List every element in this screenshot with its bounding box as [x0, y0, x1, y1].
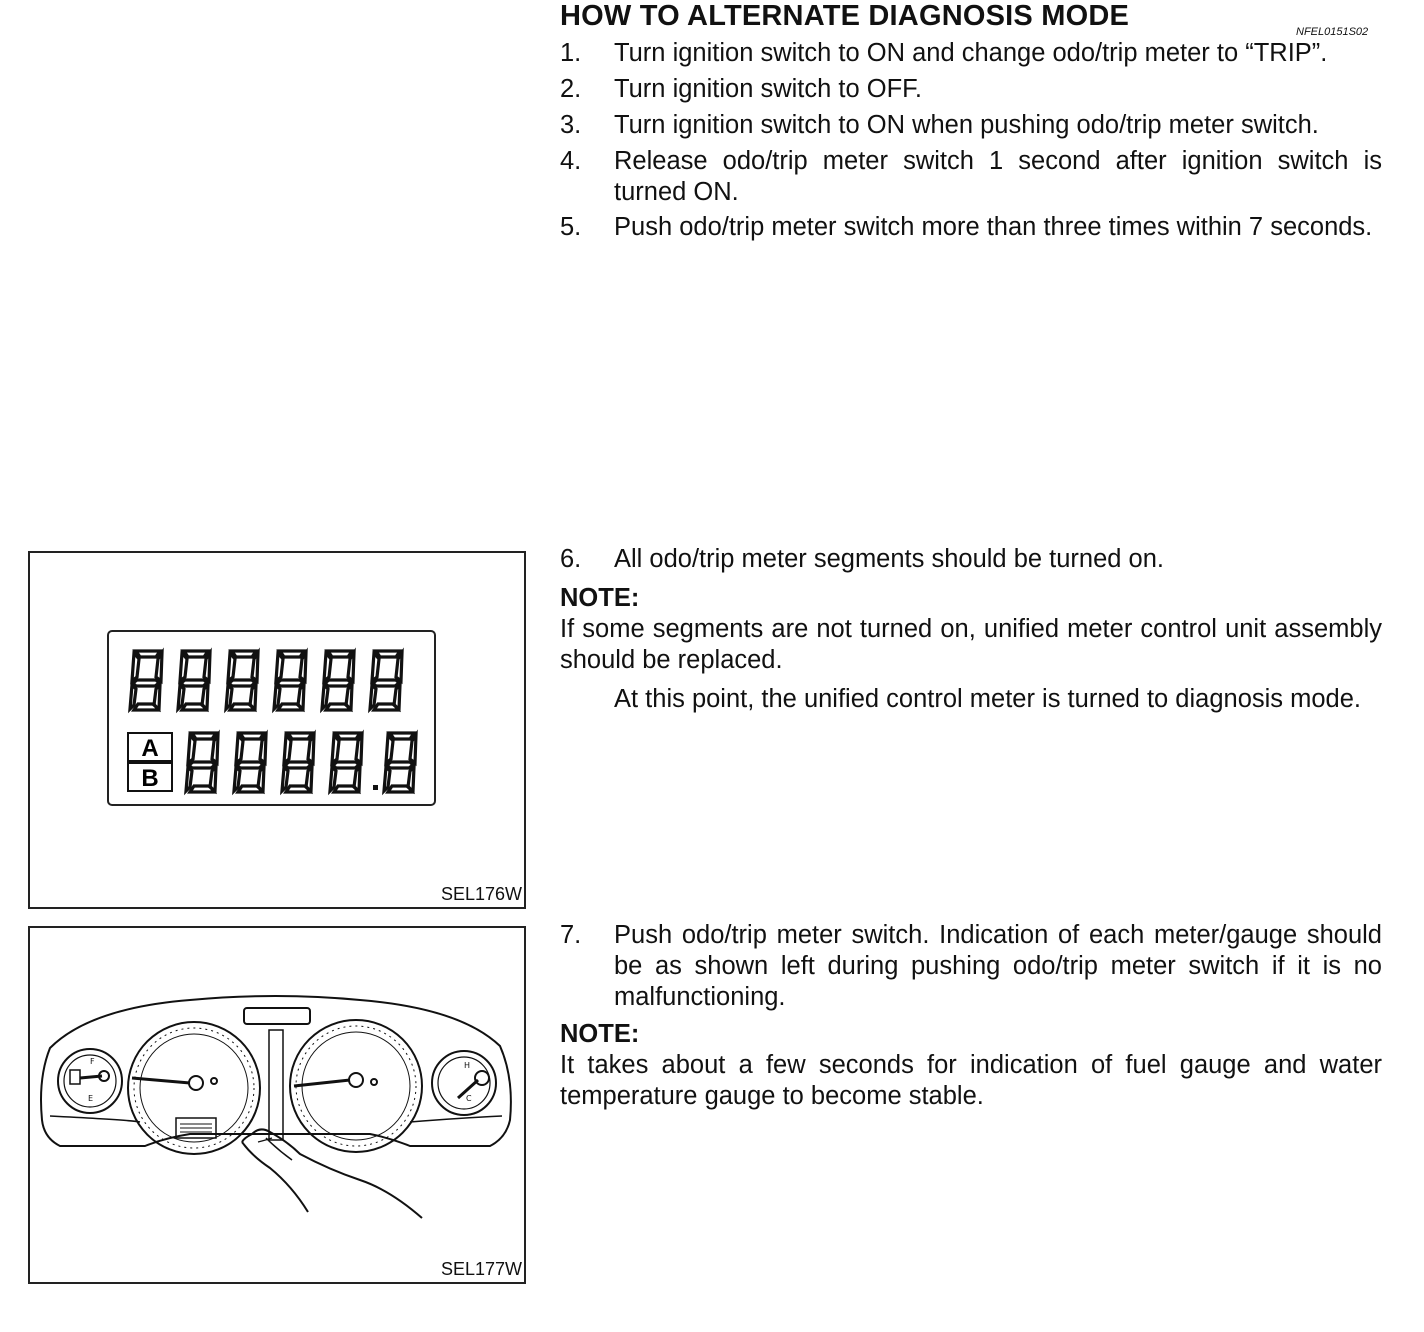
figure-code: SEL176W: [440, 884, 522, 904]
trip-a-label: A: [141, 735, 159, 762]
section-title: HOW TO ALTERNATE DIAGNOSIS MODE: [560, 0, 1130, 32]
step-text: Push odo/trip meter switch more than three times within 7 seconds.: [614, 213, 1373, 241]
step-3: [560, 110, 1382, 141]
diagnosis-mode-text: At this point, the unified control meter is turned to diagnosis mode.: [614, 685, 1361, 713]
step-1: [560, 38, 1382, 69]
step-number: 4.: [560, 147, 582, 175]
step-number: 2.: [560, 75, 582, 103]
step-text: Turn ignition switch to ON when pushing odo/trip meter switch.: [614, 111, 1319, 139]
cluster-illustration: [30, 928, 524, 1282]
svg-text:F: F: [90, 1057, 95, 1066]
svg-text:H: H: [464, 1061, 471, 1070]
trip-b-label: B: [141, 765, 159, 792]
note-text: It takes about a few seconds for indication of fuel gauge and water temperature gauge to become stable.: [560, 1051, 1382, 1110]
step-7: [560, 920, 1382, 1013]
reference-code: NFEL0151S02: [1296, 26, 1369, 38]
step-number: 1.: [560, 39, 582, 67]
step-text: Push odo/trip meter switch. Indication of each meter/gauge should be as shown left during pushing odo/trip meter switch if it is no malfunctioning.: [614, 921, 1382, 1011]
step-text: Turn ignition switch to OFF.: [614, 75, 922, 103]
note-label: NOTE:: [560, 584, 640, 612]
step-5: [560, 212, 1382, 243]
step-4: [560, 146, 1382, 208]
step-text: Release odo/trip meter switch 1 second after ignition switch is turned ON.: [614, 147, 1382, 206]
step-number: 6.: [560, 545, 582, 573]
finger-pressing-switch: [242, 1129, 422, 1218]
step-number: 3.: [560, 111, 582, 139]
note-text: If some segments are not turned on, unified meter control unit assembly should be replaced.: [560, 615, 1382, 674]
step-number: 7.: [560, 921, 582, 949]
svg-text:C: C: [466, 1094, 472, 1103]
note-label: NOTE:: [560, 1020, 640, 1048]
figure-instrument-cluster: [28, 926, 526, 1284]
figure-odo-display: [28, 551, 526, 909]
step-6: [560, 544, 1382, 575]
step-text: Turn ignition switch to ON and change odo/trip meter to “TRIP”.: [614, 39, 1328, 67]
figure-code: SEL177W: [440, 1259, 522, 1279]
step-text: All odo/trip meter segments should be turned on.: [614, 545, 1164, 573]
svg-text:E: E: [88, 1094, 94, 1103]
lcd-display-illustration: [30, 553, 524, 907]
step-number: 5.: [560, 213, 582, 241]
step-2: [560, 74, 1382, 105]
